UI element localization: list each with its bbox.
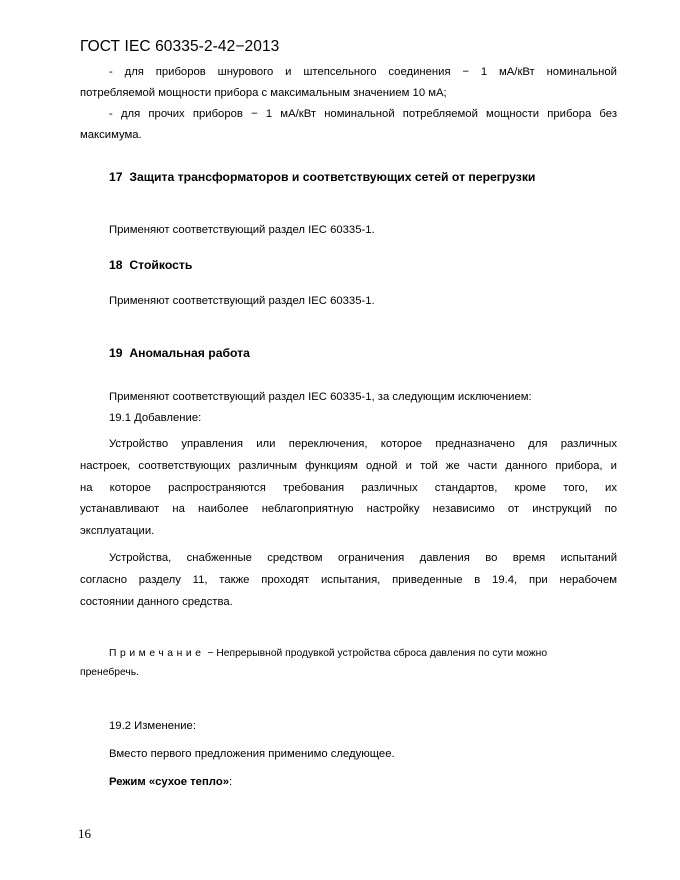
- intro-line-3: - для прочих приборов − 1 мА/кВт номинальной потребляемой мощности прибора без: [109, 108, 617, 120]
- section-18-text: Применяют соответствующий раздел IEC 60335-1.: [109, 295, 375, 307]
- clause-19-1-label: 19.1 Добавление:: [109, 412, 202, 424]
- section-18-title: Стойкость: [129, 258, 193, 272]
- para1-line-4: устанавливают на наиболее неблагоприятную настройку независимо от инструкций по: [80, 503, 617, 515]
- intro-line-1: - для приборов шнурового и штепсельного соединения − 1 мА/кВт номинальной: [109, 66, 617, 78]
- section-18-heading: [109, 258, 192, 272]
- para2-line-2: согласно разделу 11, также проходят испытания, приведенные в 19.4, при нерабочем: [80, 574, 617, 586]
- para2-line-3: состоянии данного средства.: [80, 596, 233, 608]
- para1-line-2: настроек, соответствующих различным функциям одной и той же части данного прибора, и: [80, 460, 617, 472]
- page-number: 16: [78, 826, 91, 841]
- intro-line-4: максимума.: [80, 129, 142, 141]
- note-label: Примечание: [109, 648, 205, 659]
- section-17-title: Защита трансформаторов и соответствующих сетей от перегрузки: [129, 170, 536, 184]
- note-text: − Непрерывной продувкой устройства сброса давления по сути можно: [204, 648, 548, 659]
- section-19-number: 19: [109, 346, 123, 360]
- clause-19-2-label: 19.2 Изменение:: [109, 720, 196, 732]
- section-19-title: Аномальная работа: [129, 346, 250, 360]
- para1-line-5: эксплуатации.: [80, 525, 155, 537]
- note-line-2: пренебречь.: [80, 667, 139, 678]
- section-18-number: 18: [109, 258, 123, 272]
- mode-heading: [109, 775, 232, 789]
- intro-line-2: потребляемой мощности прибора с максимальным значением 10 мА;: [80, 87, 447, 99]
- mode-colon: :: [229, 776, 233, 788]
- note-line-1: [109, 647, 547, 660]
- section-19-heading: [109, 346, 250, 360]
- para1-line-1: Устройство управления или переключения, которое предназначено для различных: [109, 438, 617, 450]
- section-17-heading: [109, 170, 535, 184]
- para2-line-1: Устройства, снабженные средством ограничения давления во время испытаний: [109, 552, 617, 564]
- clause-19-2-text: Вместо первого предложения применимо следующее.: [109, 748, 395, 760]
- mode-label: Режим «сухое тепло»: [109, 776, 229, 788]
- section-19-text: Применяют соответствующий раздел IEC 60335-1, за следующим исключением:: [109, 391, 532, 403]
- document-header: ГОСТ IEC 60335-2-42−2013: [80, 38, 280, 55]
- para1-line-3: на которое распространяются требования различных стандартов, кроме того, их: [80, 482, 617, 494]
- section-17-text: Применяют соответствующий раздел IEC 60335-1.: [109, 224, 375, 236]
- section-17-number: 17: [109, 170, 123, 184]
